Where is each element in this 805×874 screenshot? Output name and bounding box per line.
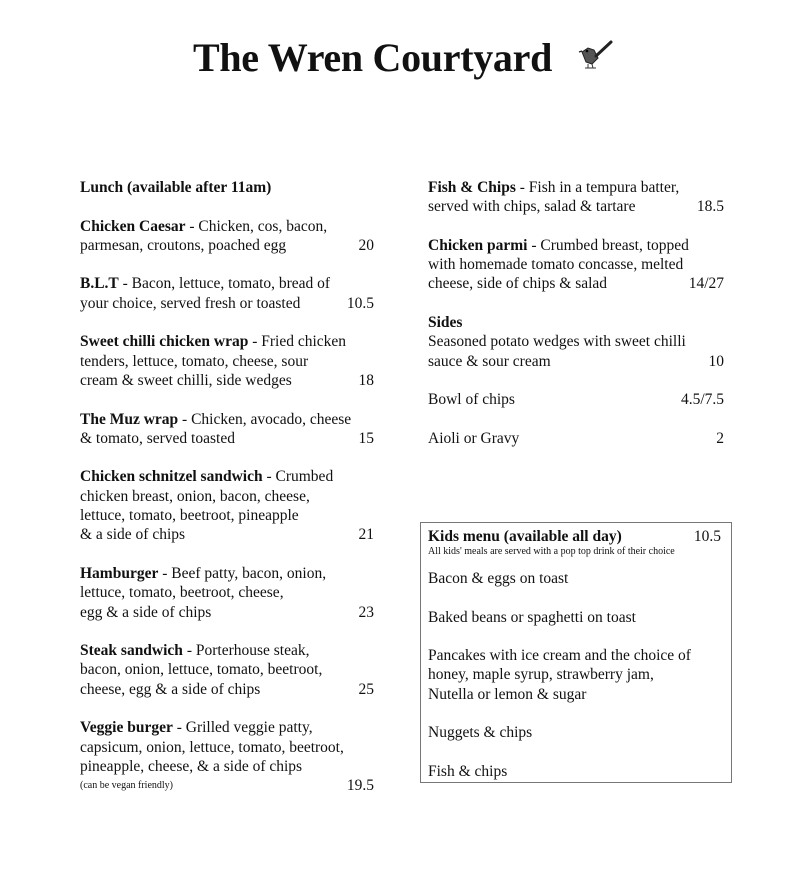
menu-item <box>80 718 374 795</box>
menu-item-text <box>80 294 300 313</box>
menu-item-description: cheese, egg & a side of chips <box>80 680 261 698</box>
menu-item-text <box>80 603 211 622</box>
menu-item-text <box>80 274 330 293</box>
menu-item-line <box>80 429 374 448</box>
menu-item-description: egg & a side of chips <box>80 603 212 621</box>
kids-item-text: Bacon & eggs on toast <box>428 570 569 587</box>
kids-item-line <box>428 685 721 704</box>
menu-item-text <box>80 332 346 351</box>
menu-item-text <box>428 178 679 197</box>
menu-item-line <box>80 467 374 486</box>
side-item-price: 2 <box>716 429 724 447</box>
menu-item-description: with homemade tomato concasse, melted <box>428 256 684 274</box>
menu-item-line <box>80 525 374 544</box>
side-item-text: Seasoned potato wedges with sweet chilli <box>428 333 686 351</box>
kids-item-text: honey, maple syrup, strawberry jam, <box>428 666 654 684</box>
menu-item-line <box>80 332 374 351</box>
menu-item-description: - Beef patty, bacon, onion, <box>158 564 327 582</box>
menu-item-text <box>80 525 185 544</box>
menu-item-line <box>428 236 724 255</box>
side-item-line <box>428 352 724 371</box>
kids-item-text: Fish & chips <box>428 762 508 780</box>
menu-item-description: lettuce, tomato, beetroot, cheese, <box>80 584 284 602</box>
menu-item-name: Chicken schnitzel sandwich <box>80 468 263 486</box>
menu-item-name: Veggie burger <box>80 719 173 737</box>
menu-item-line <box>80 583 374 602</box>
side-item-text: sauce & sour cream <box>428 352 551 370</box>
menu-item-description: - Crumbed <box>262 468 334 486</box>
menu-item-text <box>80 487 310 506</box>
menu-item-text <box>80 583 284 602</box>
menu-item-line <box>80 274 374 293</box>
menu-item-line <box>80 738 374 757</box>
right-column <box>428 178 724 448</box>
menu-item-name: The Muz wrap <box>80 410 179 428</box>
spacer <box>428 704 721 723</box>
kids-item-text: Nuggets & chips <box>428 724 533 742</box>
spacer <box>428 588 721 607</box>
kids-heading: Kids menu (available all day) <box>428 528 622 545</box>
menu-item-description: served with chips, salad & tartare <box>428 198 636 216</box>
spacer <box>428 371 724 390</box>
menu-item-text <box>80 217 327 236</box>
menu-item-name: B.L.T <box>80 275 119 293</box>
menu-item-description: & tomato, served toasted <box>80 429 235 447</box>
menu-item-description: chicken breast, onion, bacon, cheese, <box>80 487 310 505</box>
kids-item-line <box>428 569 721 588</box>
side-item-text: Bowl of chips <box>428 391 515 409</box>
menu-item-description: capsicum, onion, lettuce, tomato, beetroot, <box>80 738 344 756</box>
kids-item-text: Baked beans or spaghetti on toast <box>428 608 636 626</box>
menu-item-note: (can be vegan friendly) <box>80 780 174 792</box>
lunch-heading: Lunch (available after 11am) <box>80 179 272 196</box>
menu-item-line <box>80 757 374 776</box>
menu-item-text <box>80 564 326 583</box>
side-item-price: 4.5/7.5 <box>680 391 724 409</box>
spacer <box>80 699 374 718</box>
menu-item-text <box>80 236 286 255</box>
menu-item-text <box>80 371 292 390</box>
menu-item-description: - Grilled veggie patty, <box>172 719 313 737</box>
menu-item-price: 18 <box>358 371 374 389</box>
menu-item-text <box>80 506 299 525</box>
menu-item-price: 19.5 <box>346 777 374 795</box>
spacer <box>428 743 721 762</box>
menu-item-text <box>80 641 310 660</box>
menu-item-line <box>80 487 374 506</box>
menu-item-line <box>428 178 724 197</box>
kids-menu-box <box>420 522 732 783</box>
menu-item-description: - Crumbed breast, topped <box>527 236 689 254</box>
wren-bird-icon <box>578 38 614 74</box>
menu-item-name: Chicken Caesar <box>80 217 186 235</box>
menu-item-description: - Bacon, lettuce, tomato, bread of <box>118 275 331 293</box>
side-item-text: Aioli or Gravy <box>428 429 520 447</box>
menu-item-line <box>80 603 374 622</box>
sides-heading: Sides <box>428 314 463 332</box>
menu-item-text <box>428 197 635 216</box>
menu-item-text <box>80 680 260 699</box>
menu-item <box>80 217 374 256</box>
menu-item-price: 25 <box>358 680 374 698</box>
menu-item-price: 18.5 <box>696 198 724 216</box>
lunch-column <box>80 178 374 796</box>
menu-item-line <box>80 641 374 660</box>
menu-item-text <box>428 236 689 255</box>
menu-item-description: - Fried chicken <box>248 333 347 351</box>
side-item-line <box>428 390 724 409</box>
menu-item-text <box>80 467 333 486</box>
spacer <box>428 410 724 429</box>
spacer <box>80 545 374 564</box>
spacer <box>428 560 721 569</box>
side-item-line <box>428 332 724 351</box>
menu-item <box>428 178 724 217</box>
spacer <box>80 390 374 409</box>
kids-item-text: Pancakes with ice cream and the choice of <box>428 647 691 665</box>
spacer <box>80 313 374 332</box>
menu-item-text <box>80 660 322 679</box>
menu-item <box>80 274 374 313</box>
menu-item-description: your choice, served fresh or toasted <box>80 294 301 312</box>
menu-item-line <box>80 371 374 390</box>
menu-item-line <box>80 660 374 679</box>
menu-item-description: lettuce, tomato, beetroot, pineapple <box>80 507 299 525</box>
side-item-price: 10 <box>708 352 724 370</box>
kids-item-line <box>428 646 721 665</box>
menu-item-description: - Chicken, avocado, cheese <box>178 410 352 428</box>
menu-item <box>80 467 374 544</box>
spacer <box>80 622 374 641</box>
menu-item-price: 15 <box>358 429 374 447</box>
menu-item-text <box>80 738 344 757</box>
menu-item-line <box>80 680 374 699</box>
menu-item-price: 20 <box>358 236 374 254</box>
menu-item-text <box>80 410 351 429</box>
menu-item-line <box>80 352 374 371</box>
menu-item-price: 21 <box>358 526 374 544</box>
menu-item-text <box>80 352 308 371</box>
menu-item-name: Sweet chilli chicken wrap <box>80 333 249 351</box>
menu-item-text <box>80 757 302 776</box>
menu-item-line <box>80 506 374 525</box>
menu-item-line <box>80 564 374 583</box>
menu-item-text <box>80 429 235 448</box>
menu-item <box>80 641 374 699</box>
kids-item-text: Nutella or lemon & sugar <box>428 685 587 703</box>
menu-item-line <box>428 274 724 293</box>
kids-note: All kids' meals are served with a pop top drink of their choice <box>428 546 675 557</box>
menu-item-description: & a side of chips <box>80 526 186 544</box>
menu-item-text <box>428 274 607 293</box>
menu-item-line <box>428 197 724 216</box>
menu-item-line <box>80 776 374 795</box>
menu-item-line <box>80 410 374 429</box>
kids-item-line <box>428 762 721 781</box>
menu-item-text <box>428 255 683 274</box>
menu-item-description: - Porterhouse steak, <box>182 642 310 660</box>
menu-item <box>80 564 374 622</box>
menu-item-name: Chicken parmi <box>428 236 528 254</box>
spacer <box>80 448 374 467</box>
menu-item-description: tenders, lettuce, tomato, cheese, sour <box>80 352 309 370</box>
menu-item-line <box>80 718 374 737</box>
menu-item-description: cream & sweet chilli, side wedges <box>80 371 292 389</box>
kids-item-line <box>428 608 721 627</box>
menu-item-description: pineapple, cheese, & a side of chips <box>80 757 303 775</box>
menu-item-price: 23 <box>358 603 374 621</box>
menu-item-name: Hamburger <box>80 564 159 582</box>
menu-item-text <box>80 718 313 737</box>
menu-item-description: parmesan, croutons, poached egg <box>80 236 287 254</box>
menu-item-line <box>80 294 374 313</box>
menu-item <box>428 236 724 294</box>
menu-item-name: Steak sandwich <box>80 642 183 660</box>
spacer <box>428 217 724 236</box>
menu-item-price: 10.5 <box>346 294 374 312</box>
menu-item-price: 14/27 <box>688 275 724 293</box>
kids-item-line <box>428 723 721 742</box>
menu-item-line <box>80 236 374 255</box>
menu-item-description: cheese, side of chips & salad <box>428 275 608 293</box>
page-title: The Wren Courtyard <box>192 35 553 80</box>
menu-item <box>80 332 374 390</box>
kids-price: 10.5 <box>693 528 721 545</box>
menu-item-line <box>428 255 724 274</box>
side-item-line <box>428 429 724 448</box>
menu-item-name: Fish & Chips <box>428 179 516 196</box>
kids-item-line <box>428 665 721 684</box>
menu-item-line <box>80 217 374 236</box>
menu-item-description: bacon, onion, lettuce, tomato, beetroot, <box>80 661 323 679</box>
spacer <box>428 627 721 646</box>
menu-item-description: - Fish in a tempura batter, <box>515 179 680 196</box>
menu-item-description: - Chicken, cos, bacon, <box>185 217 328 235</box>
menu-item <box>80 410 374 449</box>
spacer <box>80 255 374 274</box>
